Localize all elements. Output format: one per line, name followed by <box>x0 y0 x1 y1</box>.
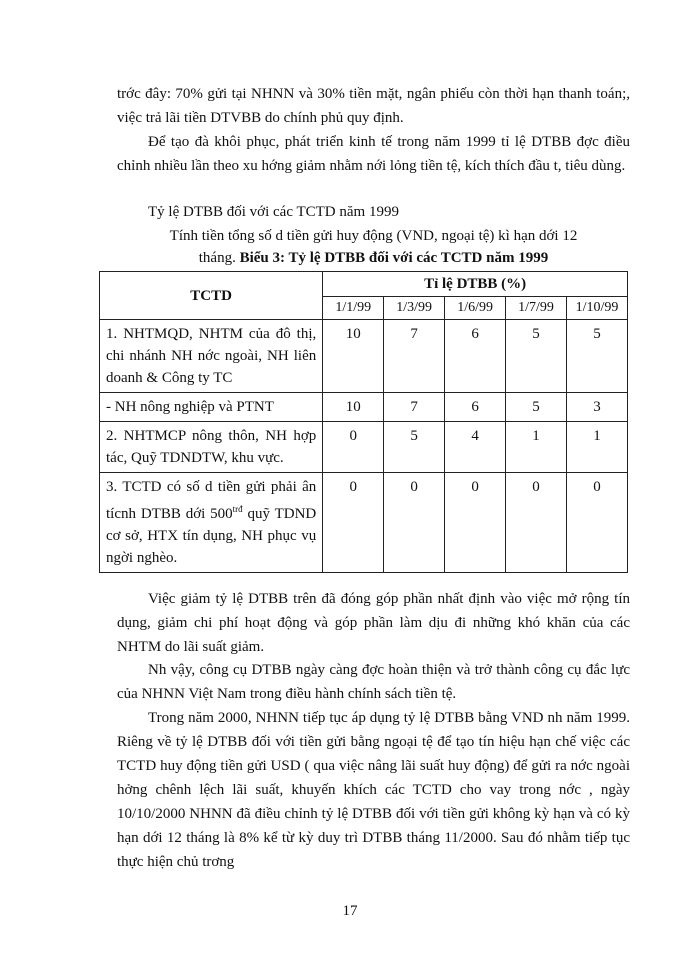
row-label: 2. NHTMCP nông thôn, NH hợp tác, Quỹ TDNDTW, khu vực. <box>100 422 323 473</box>
cell-value: 5 <box>506 393 567 422</box>
cell-value: 6 <box>445 320 506 393</box>
paragraph-effect: Việc giảm tỷ lệ DTBB trên đã đóng góp phần nhất định vào việc mở rộng tín dụng, giảm chi phí hoạt động và góp phần làm dịu đi những khó khăn của các NHTM do lãi suất giảm. <box>117 591 630 655</box>
cell-value: 0 <box>384 473 445 573</box>
cell-value: 10 <box>323 320 384 393</box>
cell-value: 0 <box>506 473 567 573</box>
row-label: - NH nông nghiệp và PTNT <box>100 393 323 422</box>
cell-value: 5 <box>384 422 445 473</box>
cell-value: 1 <box>506 422 567 473</box>
cell-value: 6 <box>445 393 506 422</box>
header-date: 1/6/99 <box>445 297 506 320</box>
cell-value: 10 <box>323 393 384 422</box>
page-number: 17 <box>342 903 358 919</box>
caption-title: Biểu 3: Tỷ lệ DTBB đối với các TCTD năm 1999 <box>239 250 549 266</box>
row-label-main: 3. TCTD có số d tiền gửi phải ân tícnh DTBB dới 500 <box>106 479 317 522</box>
table-caption <box>117 225 630 269</box>
cell-value: 1 <box>567 422 628 473</box>
cell-value: 0 <box>323 473 384 573</box>
row-label-rest: quỹ TDND cơ sở, HTX tín dụng, NH phục vụ ngời nghèo. <box>106 506 317 566</box>
table-row <box>100 320 628 393</box>
caption-prefix: tháng. <box>198 250 240 266</box>
cell-value: 5 <box>567 320 628 393</box>
paragraph-recovery: Để tạo đà khôi phục, phát triển kinh tế trong năm 1999 tỉ lệ DTBB đợc điều chỉnh nhiều lần theo xu hớng giảm nhằm nới lỏng tiền tệ, kích thích đầu t, tiêu dùng. <box>117 134 630 174</box>
cell-value: 7 <box>384 320 445 393</box>
cell-value: 0 <box>445 473 506 573</box>
caption-line-1: Tính tiền tổng số d tiền gửi huy động (VND, ngoại tệ) kì hạn dới 12 <box>169 228 578 244</box>
row-label-superscript: trđ <box>232 504 243 514</box>
row-label <box>100 473 323 573</box>
header-date: 1/7/99 <box>506 297 567 320</box>
cell-value: 3 <box>567 393 628 422</box>
cell-value: 5 <box>506 320 567 393</box>
header-date: 1/3/99 <box>384 297 445 320</box>
header-tctd: TCTD <box>100 272 323 320</box>
cell-value: 0 <box>323 422 384 473</box>
reserve-ratio-table <box>99 271 628 573</box>
header-date: 1/1/99 <box>323 297 384 320</box>
paragraph-intro-continued: trớc đây: 70% gửi tại NHNN và 30% tiền mặt, ngân phiếu còn thời hạn thanh toán;, việc trả lãi tiền DTVBB do chính phủ quy định. <box>117 86 630 126</box>
table-header-row <box>100 272 628 297</box>
header-date: 1/10/99 <box>567 297 628 320</box>
paragraph-tool: Nh vậy, công cụ DTBB ngày càng đợc hoàn thiện và trở thành công cụ đắc lực của NHNN Việt Nam trong điều hành chính sách tiền tệ. <box>117 662 630 702</box>
caption-line-2 <box>117 247 630 269</box>
cell-value: 4 <box>445 422 506 473</box>
table-heading: Tỷ lệ DTBB đối với các TCTD năm 1999 <box>148 204 399 220</box>
table-row <box>100 393 628 422</box>
table-row <box>100 473 628 573</box>
row-label: 1. NHTMQD, NHTM của đô thị, chi nhánh NH nớc ngoài, NH liên doanh & Công ty TC <box>100 320 323 393</box>
cell-value: 0 <box>567 473 628 573</box>
table-row <box>100 422 628 473</box>
header-ratio-group: Tỉ lệ DTBB (%) <box>323 272 628 297</box>
paragraph-year-2000: Trong năm 2000, NHNN tiếp tục áp dụng tỷ lệ DTBB bằng VND nh năm 1999. Riêng về tỷ lệ DTBB đối với tiền gửi bằng ngoại tệ để tạo tín hiệu hạn chế việc các TCTD huy động tiền gửi USD ( qua việc nâng lãi suất huy động) để gửi ra nớc ngoài hởng chênh lệch lãi suất, khuyến khích các TCTD cho vay trong nớc , ngày 10/10/2000 NHNN đã điều chỉnh tỷ lệ DTBB đối với tiền gửi không kỳ hạn và có kỳ hạn dới 12 tháng là 8% kể từ kỳ duy trì DTBB tháng 11/2000. Sau đó nhằm tiếp tục thực hiện chủ trơng <box>117 710 630 870</box>
cell-value: 7 <box>384 393 445 422</box>
